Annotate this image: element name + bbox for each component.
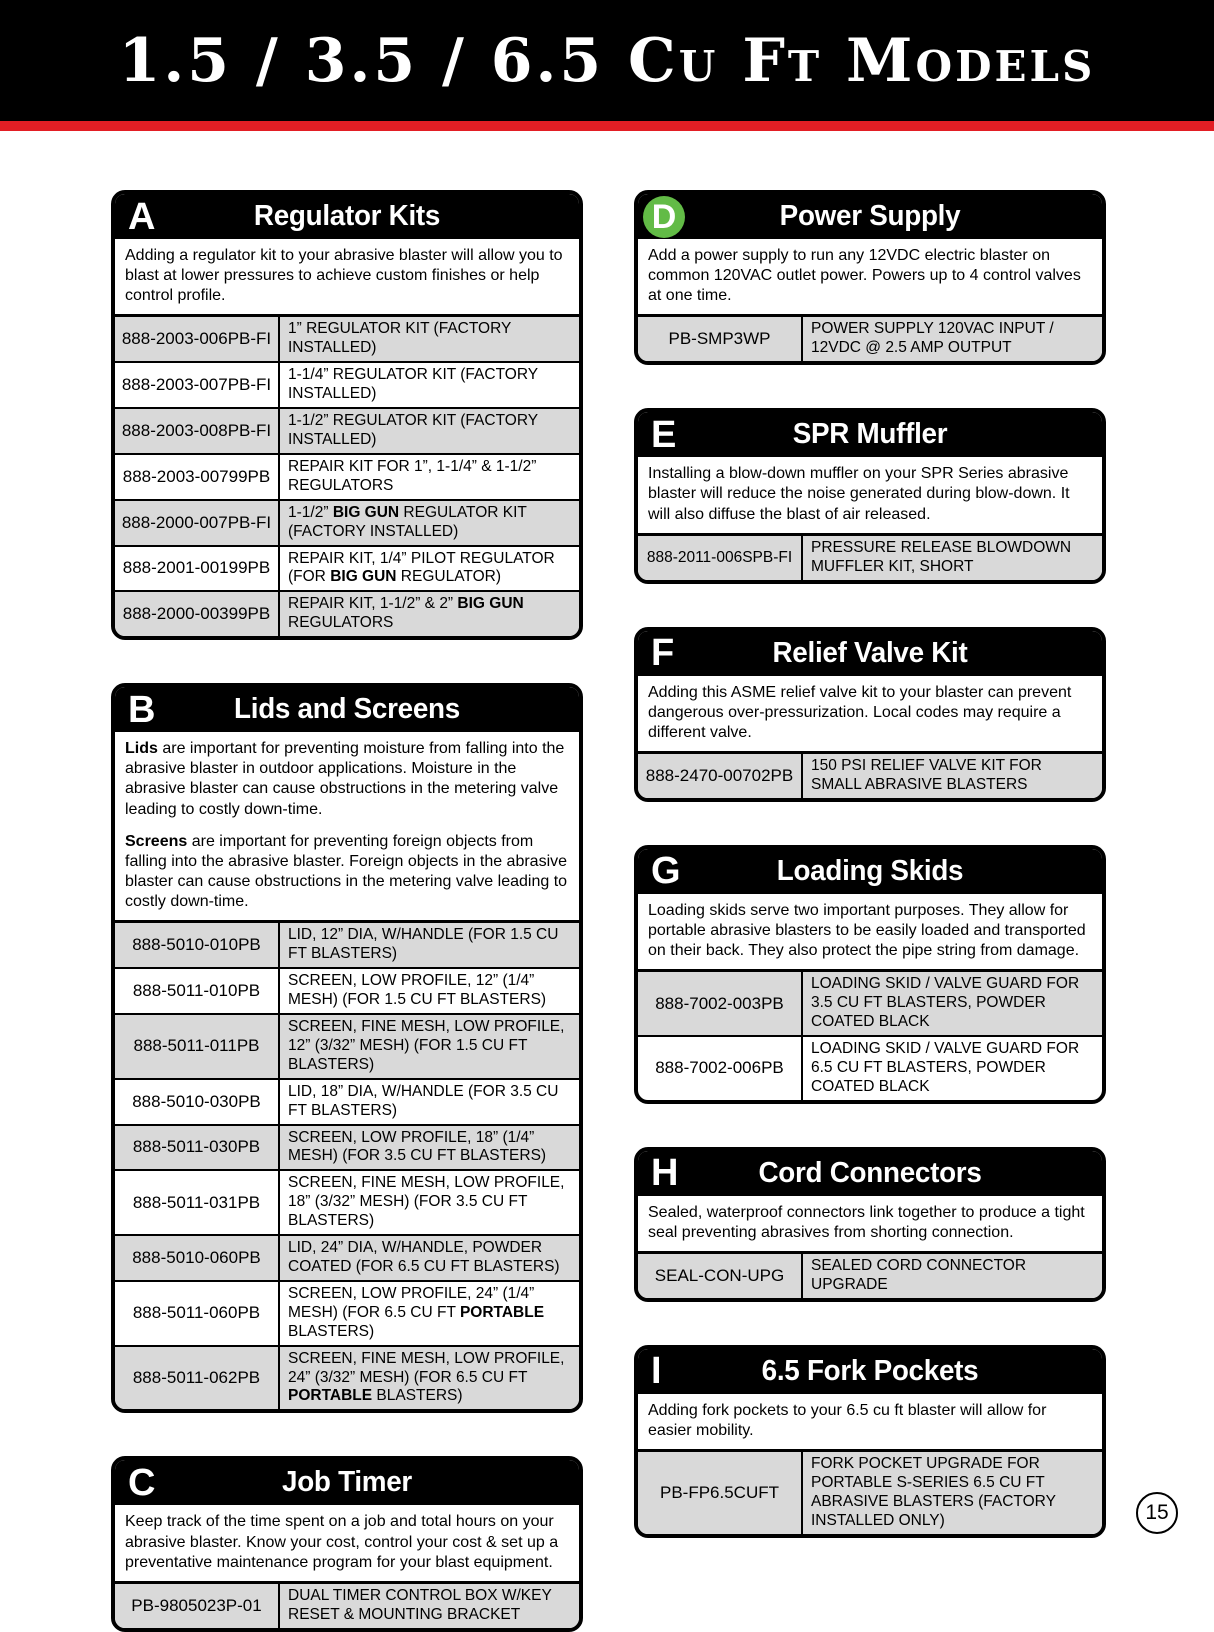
page-header: [0, 0, 1214, 121]
part-number: 888-5011-030PB: [115, 1125, 279, 1171]
section-description: [638, 894, 1102, 969]
table-row: [115, 591, 579, 636]
part-number: 888-2011-006SPB-FI: [638, 534, 802, 579]
section-letter: C: [128, 1461, 156, 1504]
part-description: LID, 18” DIA, W/HANDLE (FOR 3.5 CU FT BLASTERS): [279, 1079, 579, 1125]
section-relief-valve-kit: [634, 627, 1106, 802]
parts-table: [638, 533, 1102, 580]
table-row: [115, 1281, 579, 1346]
table-row: [638, 1451, 1102, 1534]
section-letter: I: [651, 1350, 662, 1393]
part-number: 888-2003-006PB-FI: [115, 316, 279, 362]
section-title: Regulator Kits: [253, 200, 441, 232]
part-number: 888-2000-00399PB: [115, 591, 279, 636]
table-row: [115, 1582, 579, 1627]
part-number: 888-2470-00702PB: [638, 753, 802, 798]
part-number: SEAL-CON-UPG: [638, 1253, 802, 1298]
section-title: Job Timer: [282, 1466, 412, 1499]
description-paragraph: Adding this ASME relief valve kit to your blaster can prevent dangerous over-pressurization. Local codes may require a different valve.: [648, 683, 1072, 741]
table-row: [115, 1079, 579, 1125]
part-number: 888-5011-062PB: [115, 1346, 279, 1410]
section-letter: A: [128, 195, 156, 238]
part-number: PB-SMP3WP: [638, 316, 802, 361]
parts-table: [638, 751, 1102, 798]
description-paragraph: Add a power supply to run any 12VDC electric blaster on common 120VAC outlet power. Powers up to 4 control valves at one time.: [648, 247, 1081, 305]
section-loading-skids: [634, 845, 1106, 1104]
part-number: 888-2000-007PB-FI: [115, 500, 279, 546]
description-paragraph: Installing a blow-down muffler on your SPR Series abrasive blaster will reduce the noise generated during blow-down. It will also diffuse the blast of air released.: [648, 465, 1070, 523]
table-row: [115, 316, 579, 362]
parts-table: [638, 314, 1102, 361]
part-description: LOADING SKID / VALVE GUARD FOR 3.5 CU FT BLASTERS, POWDER COATED BLACK: [802, 971, 1102, 1036]
page-title: 1.5 / 3.5 / 6.5 Cu Ft Models: [118, 25, 1096, 96]
part-number: 888-5011-031PB: [115, 1170, 279, 1235]
part-description: SCREEN, FINE MESH, LOW PROFILE, 18” (3/32” MESH) (FOR 3.5 CU FT BLASTERS): [279, 1170, 579, 1235]
part-description: LOADING SKID / VALVE GUARD FOR 6.5 CU FT BLASTERS, POWDER COATED BLACK: [802, 1036, 1102, 1100]
part-description: 1-1/2” BIG GUN REGULATOR KIT (FACTORY INSTALLED): [279, 500, 579, 546]
section-title: 6.5 Fork Pockets: [761, 1354, 979, 1387]
part-description: FORK POCKET UPGRADE FOR PORTABLE S-SERIES 6.5 CU FT ABRASIVE BLASTERS (FACTORY INSTALLED ONLY): [802, 1451, 1102, 1534]
description-paragraph: Keep track of the time spent on a job and total hours on your abrasive blaster. Know your cost, control your cost & set up a preventative maintenance program for your blast equipment.: [125, 1513, 559, 1571]
section-letter: E: [651, 413, 677, 456]
parts-table: [638, 1251, 1102, 1298]
part-description: REPAIR KIT, 1-1/2” & 2” BIG GUN REGULATORS: [279, 591, 579, 636]
section-description: [115, 239, 579, 314]
table-row: [638, 1253, 1102, 1298]
section-spr-muffler: [634, 408, 1106, 583]
table-row: [115, 1346, 579, 1410]
parts-table: [115, 920, 579, 1409]
description-paragraph: Lids are important for preventing moisture from falling into the abrasive blaster in outdoor applications. Moisture in the abrasive blaster can cause obstructions in the metering valve leading to costly down-time.: [125, 740, 565, 818]
section-description: [638, 457, 1102, 532]
part-number: 888-5011-010PB: [115, 968, 279, 1014]
section-title: Cord Connectors: [758, 1156, 982, 1189]
section-title: Power Supply: [779, 200, 961, 232]
section-letter: F: [651, 632, 675, 675]
section-job-timer: [111, 1456, 583, 1631]
section-description: [638, 239, 1102, 314]
part-number: PB-FP6.5CUFT: [638, 1451, 802, 1534]
table-row: [638, 534, 1102, 579]
table-row: [115, 1170, 579, 1235]
table-row: [638, 1036, 1102, 1100]
parts-table: [115, 314, 579, 636]
table-row: [115, 1235, 579, 1281]
part-number: 888-2001-00199PB: [115, 546, 279, 592]
part-number: 888-2003-00799PB: [115, 454, 279, 500]
part-description: POWER SUPPLY 120VAC INPUT / 12VDC @ 2.5 AMP OUTPUT: [802, 316, 1102, 361]
part-number: 888-7002-003PB: [638, 971, 802, 1036]
section-header: [638, 194, 1102, 239]
section-header: [115, 687, 579, 732]
section-letter: G: [651, 850, 681, 893]
section-power-supply: [634, 190, 1106, 365]
section-description: [638, 676, 1102, 751]
part-number: 888-2003-008PB-FI: [115, 408, 279, 454]
part-number: 888-7002-006PB: [638, 1036, 802, 1100]
section-header: [115, 194, 579, 239]
part-description: SCREEN, FINE MESH, LOW PROFILE, 12” (3/32” MESH) (FOR 1.5 CU FT BLASTERS): [279, 1014, 579, 1079]
parts-table: [638, 1449, 1102, 1534]
section-regulator-kits: [111, 190, 583, 640]
description-paragraph: Screens are important for preventing foreign objects from falling into the abrasive blaster. Foreign objects in the abrasive blaster can cause obstructions in the metering valve leading to costly down-time.: [125, 832, 568, 911]
part-description: REPAIR KIT FOR 1”, 1-1/4” & 1-1/2” REGULATORS: [279, 454, 579, 500]
section-letter: H: [651, 1152, 679, 1195]
section-header: [115, 1460, 579, 1505]
table-row: [115, 922, 579, 968]
section-header: [638, 412, 1102, 457]
section-description: [115, 732, 579, 920]
part-description: 1” REGULATOR KIT (FACTORY INSTALLED): [279, 316, 579, 362]
section-description: [115, 1505, 579, 1580]
part-description: PRESSURE RELEASE BLOWDOWN MUFFLER KIT, SHORT: [802, 534, 1102, 579]
description-paragraph: Sealed, waterproof connectors link together to produce a tight seal preventing abrasives from shorting connection.: [648, 1203, 1085, 1241]
description-paragraph: Loading skids serve two important purposes. They allow for portable abrasive blasters to be easily loaded and transported on their back. They also protect the pipe string from damage.: [648, 901, 1086, 960]
table-row: [115, 1125, 579, 1171]
part-number: 888-5011-060PB: [115, 1281, 279, 1346]
section-title: Relief Valve Kit: [772, 636, 968, 669]
section-header: [638, 1151, 1102, 1196]
part-description: REPAIR KIT, 1/4” PILOT REGULATOR (FOR BIG GUN REGULATOR): [279, 546, 579, 592]
section-cord-connectors: [634, 1147, 1106, 1302]
part-description: 1-1/4” REGULATOR KIT (FACTORY INSTALLED): [279, 362, 579, 408]
section-header: [638, 631, 1102, 676]
section-title: Loading Skids: [776, 854, 964, 887]
table-row: [115, 546, 579, 592]
parts-table: [638, 969, 1102, 1099]
section-title: Lids and Screens: [234, 693, 460, 726]
section-title: SPR Muffler: [792, 418, 948, 451]
part-number: 888-2003-007PB-FI: [115, 362, 279, 408]
table-row: [115, 408, 579, 454]
section-header: [638, 1349, 1102, 1394]
table-row: [638, 753, 1102, 798]
description-paragraph: Adding a regulator kit to your abrasive blaster will allow you to blast at lower pressures to achieve custom finishes or help control profile.: [125, 247, 563, 305]
part-number: 888-5010-010PB: [115, 922, 279, 968]
table-row: [115, 1014, 579, 1079]
page-number: 15: [1136, 1492, 1178, 1534]
part-number: PB-9805023P-01: [115, 1582, 279, 1627]
table-row: [638, 316, 1102, 361]
content-area: [0, 131, 1214, 1632]
section-lids-and-screens: [111, 683, 583, 1413]
table-row: [638, 971, 1102, 1036]
part-description: SCREEN, LOW PROFILE, 12” (1/4” MESH) (FOR 1.5 CU FT BLASTERS): [279, 968, 579, 1014]
table-row: [115, 362, 579, 408]
right-column: [634, 190, 1106, 1538]
part-description: SCREEN, FINE MESH, LOW PROFILE, 24” (3/32” MESH) (FOR 6.5 CU FT PORTABLE BLASTERS): [279, 1346, 579, 1410]
part-number: 888-5011-011PB: [115, 1014, 279, 1079]
section-header: [638, 849, 1102, 894]
part-description: SEALED CORD CONNECTOR UPGRADE: [802, 1253, 1102, 1298]
part-description: SCREEN, LOW PROFILE, 24” (1/4” MESH) (FOR 6.5 CU FT PORTABLE BLASTERS): [279, 1281, 579, 1346]
part-description: DUAL TIMER CONTROL BOX W/KEY RESET & MOUNTING BRACKET: [279, 1582, 579, 1627]
parts-table: [115, 1581, 579, 1628]
section-description: [638, 1196, 1102, 1251]
table-row: [115, 454, 579, 500]
description-paragraph: Adding fork pockets to your 6.5 cu ft blaster will allow for easier mobility.: [648, 1401, 1047, 1440]
part-description: SCREEN, LOW PROFILE, 18” (1/4” MESH) (FOR 3.5 CU FT BLASTERS): [279, 1125, 579, 1171]
left-column: [111, 190, 583, 1632]
part-description: 150 PSI RELIEF VALVE KIT FOR SMALL ABRASIVE BLASTERS: [802, 753, 1102, 798]
accent-bar: [0, 121, 1214, 131]
table-row: [115, 500, 579, 546]
part-description: LID, 24” DIA, W/HANDLE, POWDER COATED (FOR 6.5 CU FT BLASTERS): [279, 1235, 579, 1281]
part-number: 888-5010-030PB: [115, 1079, 279, 1125]
section-description: [638, 1394, 1102, 1449]
section-letter: B: [128, 688, 156, 731]
part-number: 888-5010-060PB: [115, 1235, 279, 1281]
section-fork-pockets: [634, 1345, 1106, 1538]
part-description: 1-1/2” REGULATOR KIT (FACTORY INSTALLED): [279, 408, 579, 454]
part-description: LID, 12” DIA, W/HANDLE (FOR 1.5 CU FT BLASTERS): [279, 922, 579, 968]
section-letter-badge: D: [643, 196, 685, 238]
table-row: [115, 968, 579, 1014]
